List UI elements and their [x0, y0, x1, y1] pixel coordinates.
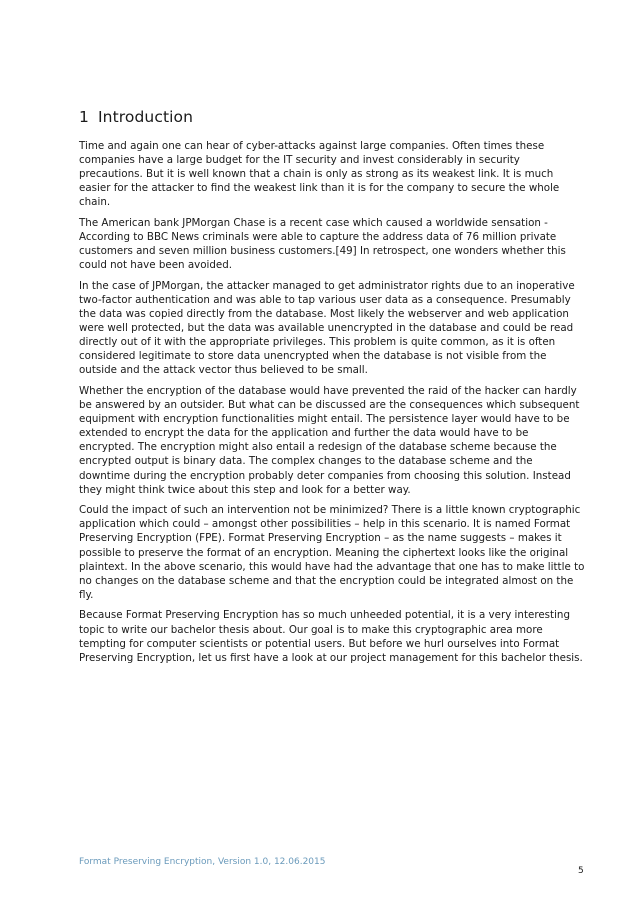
page-footer: Format Preserving Encryption, Version 1.0, 12.06.2015	[79, 857, 326, 867]
paragraph-1: Time and again one can hear of cyber-attacks against large companies. Often times these companies have a large budget for the IT security and invest considerably in security precautions. But it is well known that a chain is only as strong as its weakest link. It is much easier for the attacker to find the weakest link than it is for the company to secure the whole chain.	[79, 140, 560, 209]
paragraph-6: Because Format Preserving Encryption has so much unheeded potential, it is a very interesting topic to write our bachelor thesis about. Our goal is to make this cryptographic area more tempting for computer scientists or potential users. But before we hurl ourselves into Format Preserving Encryption, let us first have a look at our project management for this bachelor thesis.	[79, 609, 583, 664]
section-heading	[79, 108, 586, 126]
page-number: 5	[578, 866, 584, 876]
page-content	[79, 108, 586, 671]
section-number: 1	[79, 108, 89, 126]
paragraph-3: In the case of JPMorgan, the attacker managed to get administrator rights due to an inoperative two-factor authentication and was able to tap various user data as a consequence. Presumably the data was copied directly from the database. Most likely the webserver and web application were well protected, but the data was available unencrypted in the database and could be read directly out of it with the appropriate privileges. This problem is quite common, as it is often considered legitimate to store data unencrypted when the database is not visible from the outside and the attack vector thus believed to be small.	[79, 279, 575, 377]
paragraph-5: Could the impact of such an intervention not be minimized? There is a little known cryptographic application which could – amongst other possibilities – help in this scenario. It is named Format Preserving Encryption (FPE). Format Preserving Encryption – as the name suggests – makes it possible to preserve the format of an encryption. Meaning the ciphertext looks like the original plaintext. In the above scenario, this would have had the advantage that one has to make little to no changes on the database scheme and that the encryption could be integrated almost on the fly.	[79, 504, 585, 601]
section-title: Introduction	[97, 108, 194, 126]
paragraph-4: Whether the encryption of the database would have prevented the raid of the hacker can hardly be answered by an outsider. But what can be discussed are the consequences which subsequent equipment with encryption functionalities might entail. The persistence layer would have to be extended to encrypt the data for the application and further the data would have to be encrypted. The encryption might also entail a redesign of the database scheme because the encrypted output is binary data. The complex changes to the database scheme and the downtime during the encryption probably deter companies from choosing this solution. Instead they might think twice about this step and look for a better way.	[79, 385, 580, 496]
paragraph-2: The American bank JPMorgan Chase is a recent case which caused a worldwide sensation - According to BBC News criminals were able to capture the address data of 76 million private customers and seven million business customers.[49] In retrospect, one wonders whether this could not have been avoided.	[79, 216, 566, 272]
